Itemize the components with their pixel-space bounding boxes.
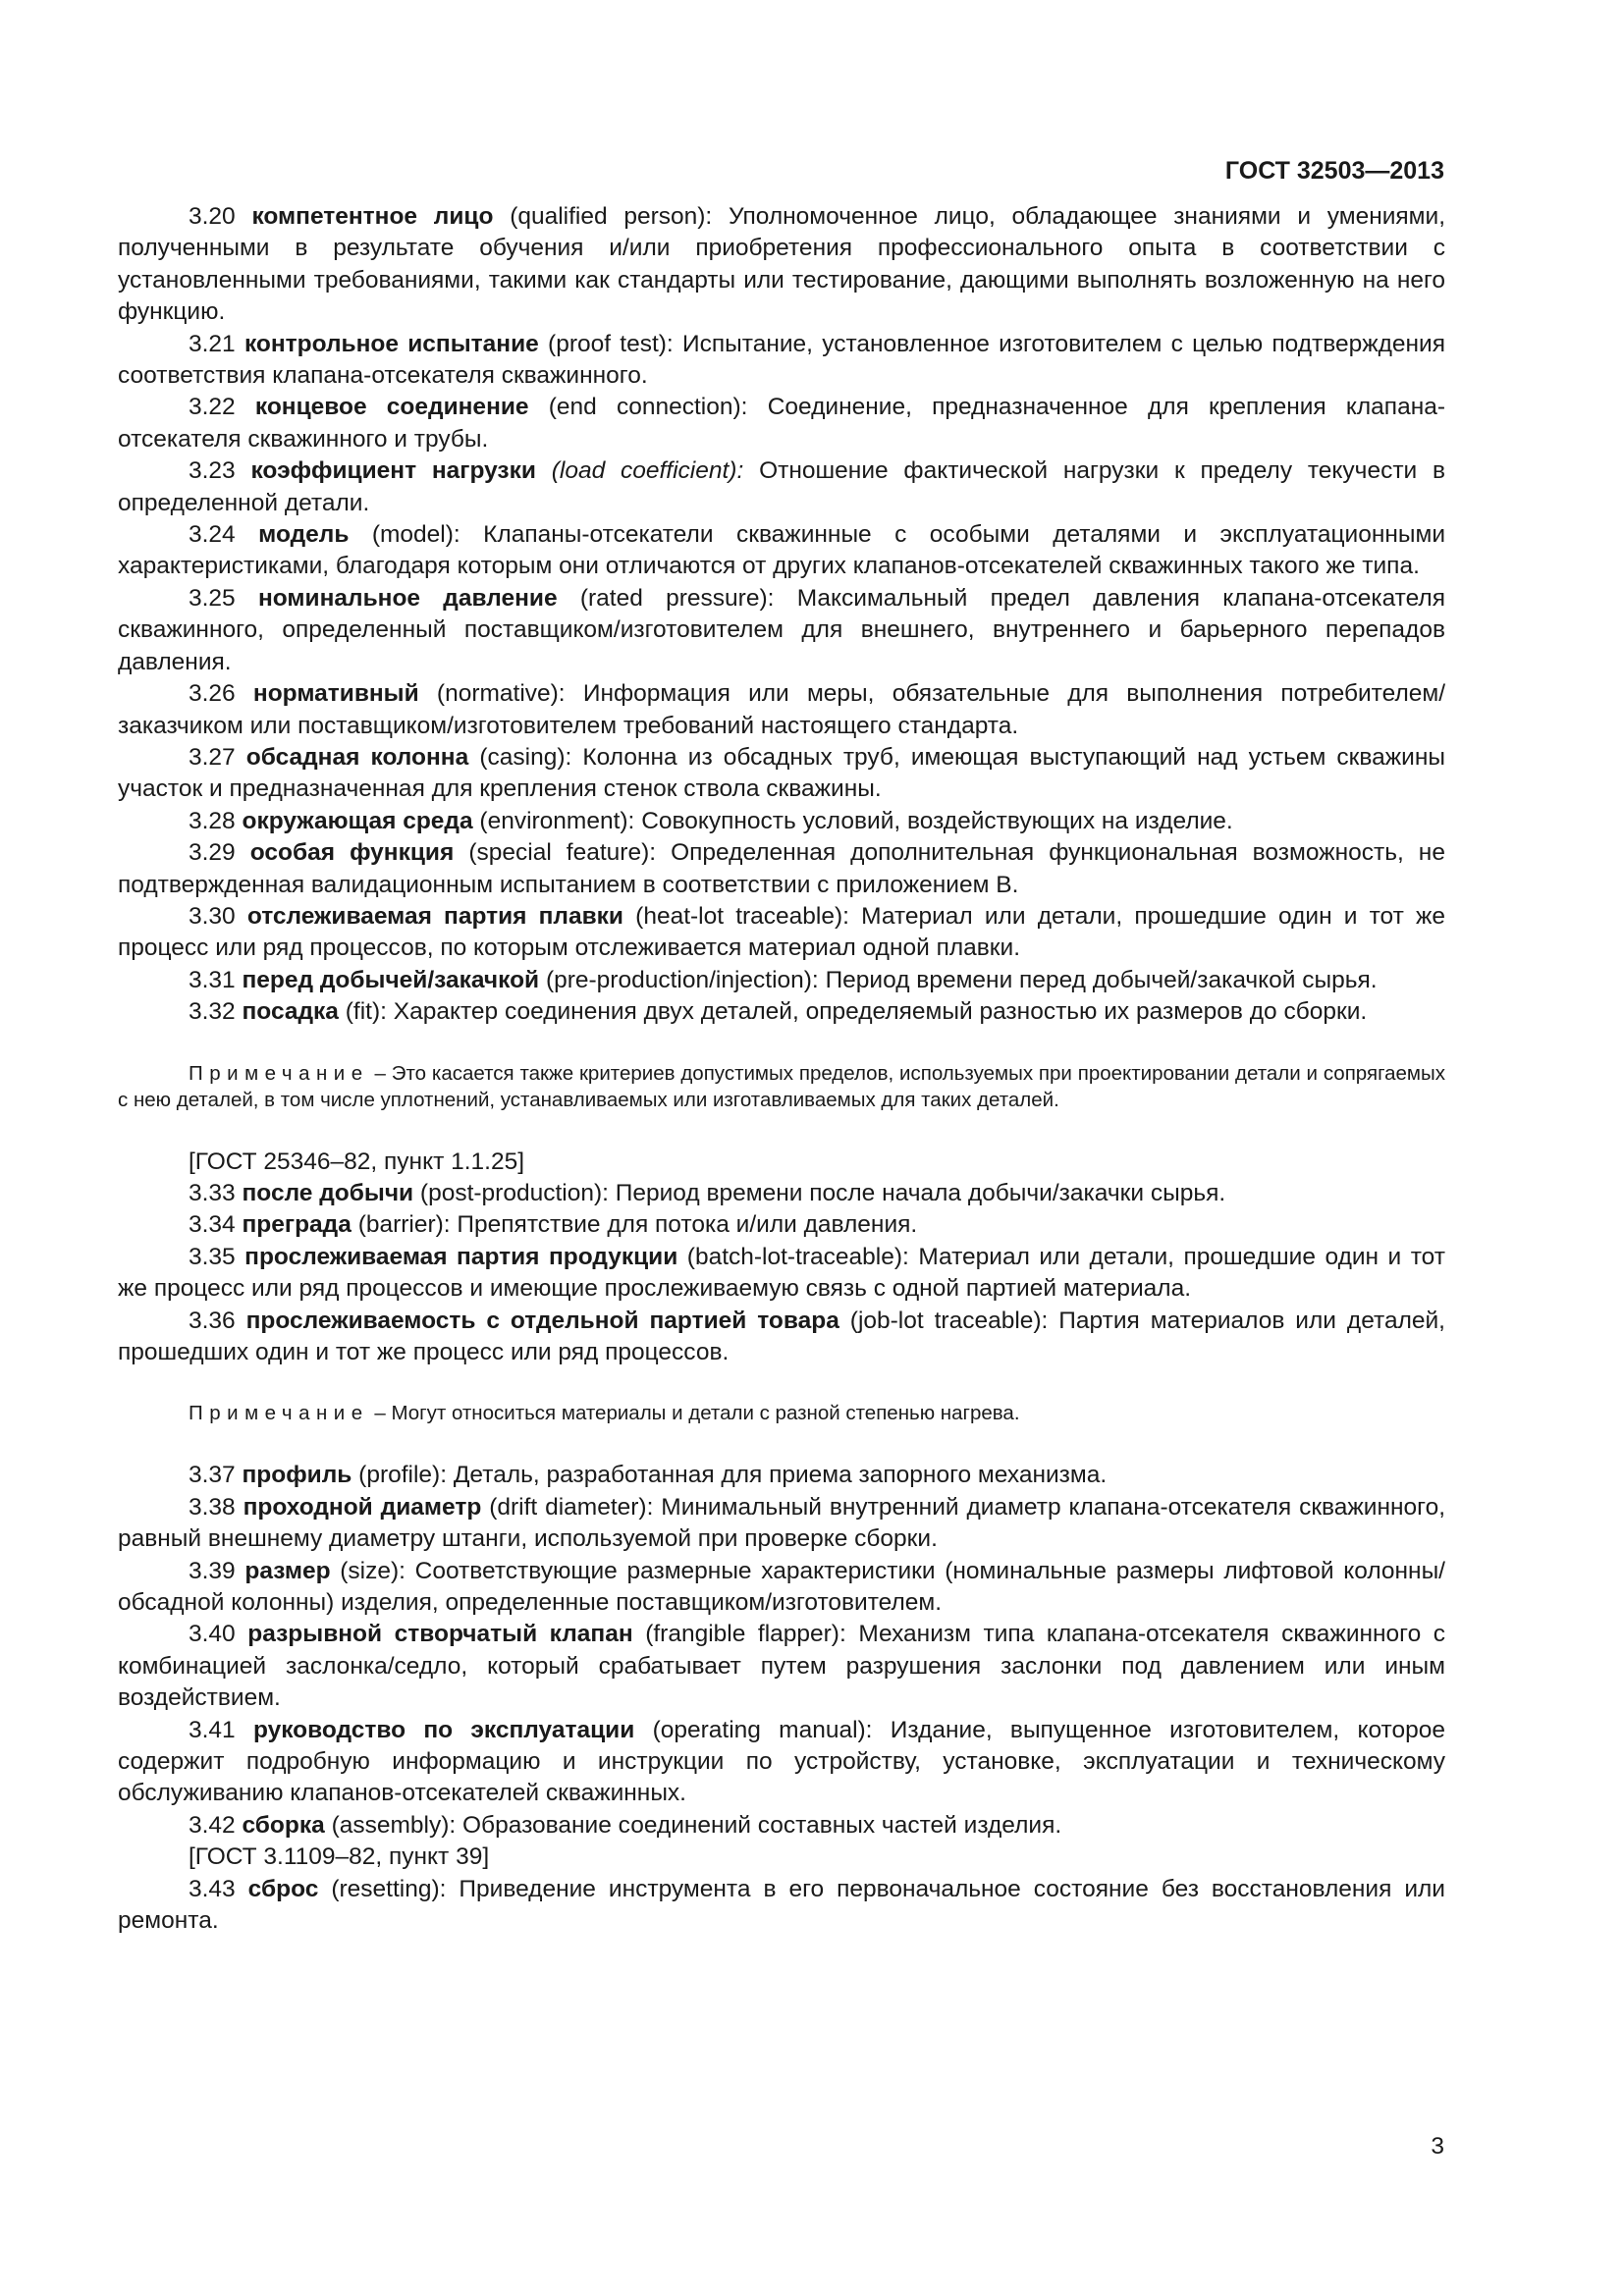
entry-english-gloss: (rated pressure):: [579, 584, 775, 612]
entry-english-gloss: (proof test):: [548, 330, 674, 357]
entry-definition: Приведение инструмента в его первоначальное состояние без восстановления или ремонта.: [118, 1875, 1445, 1935]
entry-english-gloss: (resetting):: [331, 1875, 447, 1902]
entry-english-gloss: (qualified person):: [510, 203, 713, 230]
entry-term: компетентное лицо: [251, 203, 494, 230]
entry-term: отслеживаемая партия плавки: [246, 902, 623, 930]
entry-definition: Соответствующие размерные характеристики (номинальные размеры лифтовой колонны/обсадной колонны) изделия, определенные поставщиком/изготовителем.: [118, 1557, 1445, 1617]
entry-definition: Деталь, разработанная для приема запорного механизма.: [453, 1462, 1108, 1489]
definition-entry-3-29: [118, 837, 1445, 901]
entry-english-gloss: (batch-lot-traceable):: [686, 1243, 909, 1270]
document-body: [118, 201, 1445, 1938]
entry-english-gloss: (post-production):: [419, 1179, 609, 1206]
entry-number: 3.32: [189, 998, 236, 1026]
entry-number: 3.23: [189, 457, 236, 485]
entry-english-gloss: (environment):: [479, 807, 635, 834]
entry-number: 3.24: [189, 521, 236, 549]
entry-definition: Соединение, предназначенное для крепления клапана-отсекателя скважинного и трубы.: [118, 394, 1446, 453]
entry-number: 3.30: [189, 902, 236, 930]
document-header-id: ГОСТ 32503—2013: [1224, 157, 1444, 185]
entry-english-gloss: (model):: [371, 521, 460, 549]
entry-term: разрывной створчатый клапан: [247, 1621, 633, 1648]
note-block-1: [118, 1060, 1445, 1113]
entry-definition: Клапаны-отсекатели скважинные с особыми деталями и эксплуатационными характеристиками, благодаря которым они отличаются от других клапанов-отсекателей скважинных такого же типа.: [118, 521, 1446, 580]
entry-definition: Определенная дополнительная функциональная возможность, не подтвержденная валидационным испытанием в соответствии с приложением В.: [118, 839, 1445, 898]
entry-term: проходной диаметр: [243, 1493, 482, 1521]
entry-english-gloss: (fit):: [345, 998, 387, 1026]
definition-entry-3-20: [118, 201, 1445, 329]
note-text: – Могут относиться материалы и детали с разной степенью нагрева.: [368, 1402, 1020, 1425]
entry-definition: Максимальный предел давления клапана-отсекателя скважинного, определенный поставщиком/изготовителем для внешнего, внутреннего и барьерного перепадов давления.: [118, 584, 1445, 675]
entries-group-b: [118, 519, 1445, 1029]
entry-definition: Уполномоченное лицо, обладающее знаниями и умениями, полученными в результате обучения и/или приобретения профессионального опыта в соответствии с установленными требованиями, такими как стандарты или тестирование, дающими выполнять возложенную на него функцию.: [118, 203, 1446, 326]
entry-term: контрольное испытание: [243, 330, 539, 357]
entry-number: 3.27: [189, 743, 236, 771]
entry-english-gloss: (profile):: [358, 1462, 448, 1489]
entry-definition: Период времени после начала добычи/закачки сырья.: [615, 1179, 1226, 1206]
entry-term: профиль: [242, 1462, 352, 1489]
entry-english-gloss: (heat-lot traceable):: [635, 902, 849, 930]
entry-term: посадка: [242, 998, 339, 1026]
definition-entry-3-39: [118, 1556, 1445, 1620]
definition-entry-3-27: [118, 742, 1445, 806]
entry-definition: Период времени перед добычей/закачкой сырья.: [825, 966, 1378, 993]
reference-standard-2: [ГОСТ 3.1109–82, пункт 39]: [189, 1843, 490, 1871]
entry-definition: Материал или детали, прошедшие один и тот же процесс или ряд процессов и имеющие прослеживаемую связь с одной партией материала.: [118, 1243, 1445, 1303]
note-block-2: [118, 1400, 1445, 1426]
entry-term: руководство по эксплуатации: [252, 1716, 635, 1743]
entry-term: прослеживаемая партия продукции: [244, 1243, 678, 1270]
entry-definition: Характер соединения двух деталей, определяемый разностью их размеров до сборки.: [393, 998, 1368, 1026]
entry-definition: Механизм типа клапана-отсекателя скважинного с комбинацией заслонка/седло, который срабатывает путем разрушения заслонки под давлением или иным воздействием.: [118, 1621, 1446, 1712]
note-label: Примечание: [189, 1402, 369, 1425]
definition-entry-3-33: [118, 1178, 1445, 1209]
definition-entry-3-23: [118, 455, 1445, 519]
entry-definition: Препятствие для потока и/или давления.: [457, 1211, 918, 1239]
note-label: Примечание: [189, 1061, 369, 1085]
entries-group-a: [118, 201, 1445, 455]
note-text: – Это касается также критериев допустимых пределов, используемых при проектировании детали и сопрягаемых с нею деталей, в том числе уплотнений, устанавливаемых или изготавливаемых для таких деталей.: [118, 1061, 1445, 1111]
definition-entry-3-26: [118, 678, 1445, 742]
entry-definition: Колонна из обсадных труб, имеющая выступающий над устьем скважины участок и предназначенная для крепления стенок ствола скважины.: [118, 743, 1445, 803]
entry-number: 3.38: [189, 1493, 236, 1521]
entry-english-gloss: (normative):: [436, 680, 566, 708]
definition-entry-3-22: [118, 392, 1445, 455]
entry-number: 3.36: [189, 1307, 236, 1334]
entry-english-gloss: (job-lot traceable):: [849, 1307, 1049, 1334]
entry-term: нормативный: [252, 680, 419, 708]
entry-english-gloss: (operating manual):: [652, 1716, 873, 1743]
entry-definition: Образование соединений составных частей изделия.: [462, 1811, 1062, 1839]
definition-entry-3-32: [118, 996, 1445, 1028]
entry-definition: Партия материалов или деталей, прошедших один и тот же процесс или ряд процессов.: [118, 1307, 1445, 1365]
entry-english-gloss: (size):: [340, 1557, 406, 1584]
entry-number: 3.42: [189, 1811, 236, 1839]
entries-group-c: [118, 1178, 1445, 1368]
entry-number: 3.28: [189, 807, 236, 834]
entry-english-gloss: (casing):: [479, 743, 572, 771]
entry-definition: Минимальный внутренний диаметр клапана-отсекателя скважинного, равный внешнему диаметру штанги, используемой при проверке сборки.: [118, 1493, 1446, 1553]
definition-entry-3-36: [118, 1306, 1445, 1369]
entry-number: 3.33: [189, 1179, 236, 1206]
entry-term: концевое соединение: [254, 394, 529, 421]
entry-term: особая функция: [249, 839, 455, 867]
entry-term: окружающая среда: [242, 807, 473, 834]
definition-entry-3-21: [118, 329, 1445, 393]
entry-number: 3.29: [189, 839, 236, 867]
entry-english-gloss: (pre-production/injection):: [545, 966, 819, 993]
entry-english-gloss: (drift diameter):: [489, 1493, 654, 1521]
entry-term: обсадная колонна: [245, 743, 469, 771]
entry-number: 3.20: [189, 203, 236, 230]
entry-definition: Совокупность условий, воздействующих на изделие.: [641, 807, 1233, 834]
entry-term: коэффициент нагрузки: [250, 457, 536, 485]
definition-entry-3-34: [118, 1209, 1445, 1241]
entry-term: перед добычей/закачкой: [242, 966, 540, 993]
entry-definition: Материал или детали, прошедшие один и тот же процесс или ряд процессов, по которым отслеживается материал одной плавки.: [118, 902, 1446, 962]
entry-number: 3.39: [189, 1557, 236, 1584]
entry-term: после добычи: [242, 1179, 414, 1206]
entry-english-gloss: (end connection):: [548, 394, 748, 421]
entry-term: прослеживаемость с отдельной партией товара: [245, 1307, 839, 1334]
definition-entry-3-31: [118, 965, 1445, 996]
entry-english-gloss: (assembly):: [331, 1811, 457, 1839]
entry-definition: Издание, выпущенное изготовителем, которое содержит подробную информацию и инструкции по устройству, установке, эксплуатации и техническому обслуживанию клапанов-отсекателей скважинных.: [118, 1716, 1445, 1807]
definition-entry-3-24: [118, 519, 1445, 583]
definition-entry-3-25: [118, 583, 1445, 678]
entry-term: сброс: [247, 1875, 319, 1902]
entry-number: 3.43: [189, 1875, 236, 1902]
entry-english-gloss: (load coefficient):: [551, 457, 744, 485]
entry-definition: Информация или меры, обязательные для выполнения потребителем/заказчиком или поставщиком/изготовителем требований настоящего стандарта.: [118, 680, 1446, 739]
reference-standard-1: [ГОСТ 25346–82, пункт 1.1.25]: [189, 1148, 525, 1175]
entry-number: 3.41: [189, 1716, 236, 1743]
entry-english-gloss: (barrier):: [357, 1211, 451, 1239]
entry-english-gloss: (special feature):: [468, 839, 657, 867]
entry-term: номинальное давление: [257, 584, 558, 612]
entry-english-gloss: (frangible flapper):: [645, 1621, 846, 1648]
definition-entry-3-42: [118, 1810, 1445, 1842]
definition-entry-3-37: [118, 1460, 1445, 1491]
entry-number: 3.26: [189, 680, 236, 708]
entry-definition: Испытание, установленное изготовителем с целью подтверждения соответствия клапана-отсекателя скважинного.: [118, 330, 1445, 390]
page-number: 3: [1431, 2133, 1444, 2160]
definition-entry-3-30: [118, 901, 1445, 965]
entry-number: 3.25: [189, 584, 236, 612]
entry-number: 3.22: [189, 394, 236, 421]
entry-number: 3.40: [189, 1621, 236, 1648]
definition-entry-3-43: [118, 1874, 1445, 1938]
entry-term: сборка: [242, 1811, 325, 1839]
entry-number: 3.35: [189, 1243, 236, 1270]
entry-term: преграда: [242, 1211, 352, 1239]
entry-definition: Отношение фактической нагрузки к пределу текучести в определенной детали.: [118, 457, 1446, 516]
entry-number: 3.31: [189, 966, 236, 993]
definition-entry-3-28: [118, 806, 1445, 837]
entry-number: 3.21: [189, 330, 236, 357]
definition-entry-3-40: [118, 1619, 1445, 1714]
definition-entry-3-35: [118, 1242, 1445, 1306]
entry-number: 3.34: [189, 1211, 236, 1239]
definition-entry-3-41: [118, 1715, 1445, 1810]
entry-term: размер: [244, 1557, 331, 1584]
entry-term: модель: [258, 521, 350, 549]
entry-number: 3.37: [189, 1462, 236, 1489]
entries-group-d: [118, 1460, 1445, 1842]
definition-entry-3-38: [118, 1492, 1445, 1556]
